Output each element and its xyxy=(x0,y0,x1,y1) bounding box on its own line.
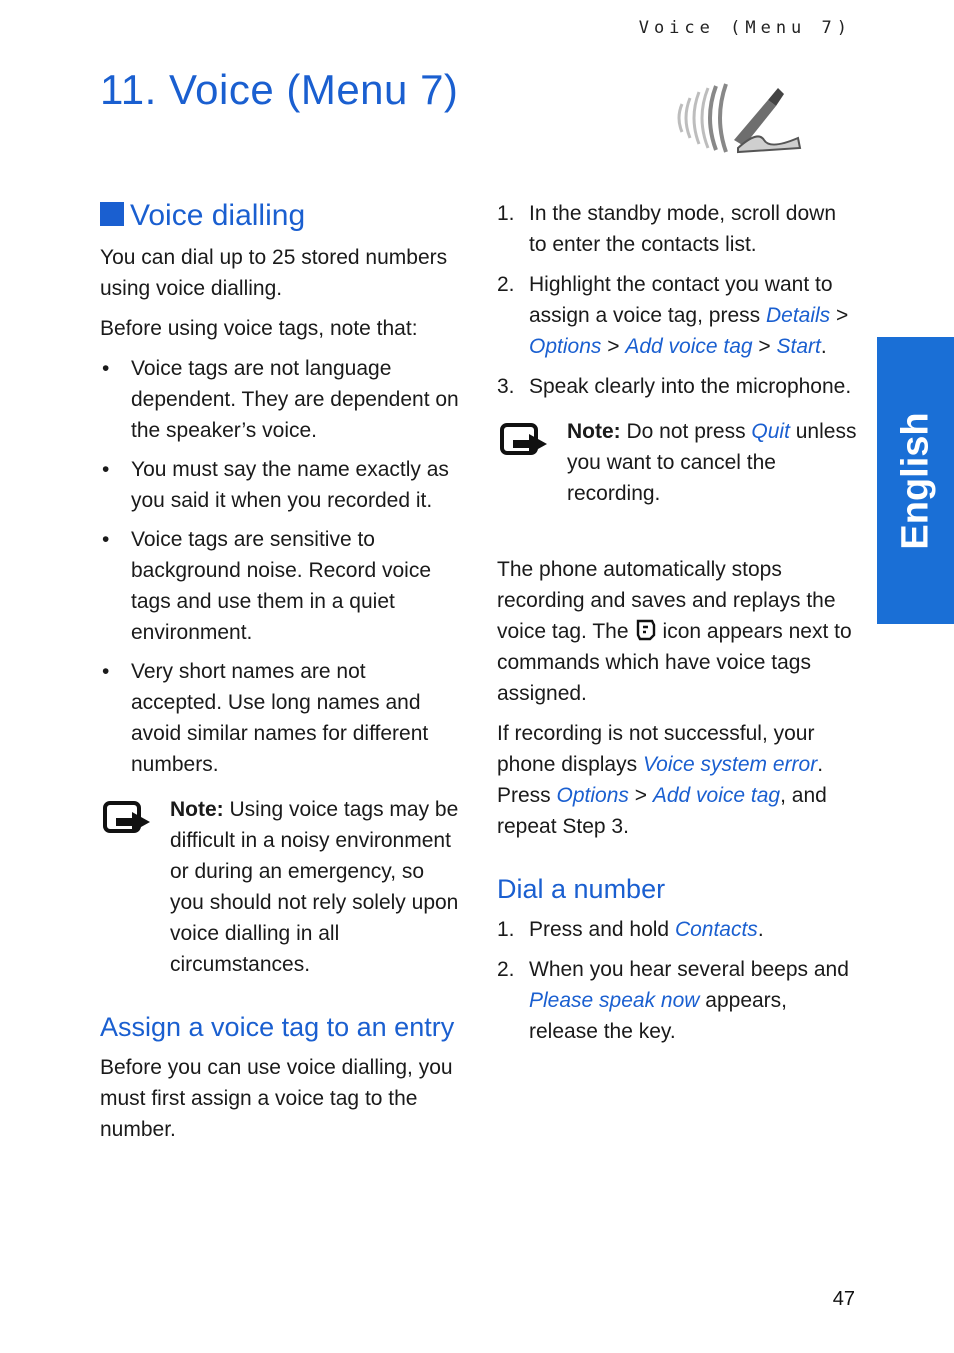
right-column xyxy=(497,198,857,1056)
message-please-speak-now: Please speak now xyxy=(529,989,700,1012)
note-label: Note: xyxy=(567,420,621,443)
left-column xyxy=(100,198,460,1154)
note-quit: Note: Do not press Quit unless you want to cancel the recording. xyxy=(497,416,857,509)
menu-options: Options xyxy=(556,784,629,807)
message-voice-system-error: Voice system error xyxy=(642,753,818,776)
intro-paragraph: You can dial up to 25 stored numbers using voice dialling. xyxy=(100,246,448,300)
menu-details: Details xyxy=(765,304,831,327)
note-hand-icon xyxy=(102,800,154,836)
language-tab-label: English xyxy=(894,411,936,550)
auto-stop-paragraph: The phone automatically stops recording and saves and replays the voice tag. The icon appears next to commands which have voice tags assigned. xyxy=(497,558,852,705)
bullet-icon: • xyxy=(102,458,110,481)
list-item: • Very short names are not accepted. Use long names and avoid similar names for different numbers. xyxy=(100,656,460,780)
note-voice-tags xyxy=(100,794,460,980)
voice-tag-icon xyxy=(633,617,659,643)
bullet-icon: • xyxy=(102,357,110,380)
dial-steps xyxy=(497,914,857,1047)
assign-steps xyxy=(497,198,857,402)
list-item: 3. Speak clearly into the microphone. xyxy=(497,375,852,398)
softkey-quit: Quit xyxy=(751,420,790,443)
list-item: • You must say the name exactly as you said it when you recorded it. xyxy=(100,454,460,516)
list-item: • Voice tags are not language dependent. They are dependent on the speaker’s voice. xyxy=(100,353,460,446)
section-heading-dial: Dial a number xyxy=(497,874,666,904)
voice-waves-handwriting-icon xyxy=(672,78,804,158)
failure-paragraph: If recording is not successful, your phone displays Voice system error. Press Options > Add voice tag, and repeat Step 3. xyxy=(497,722,827,838)
running-head: Voice (Menu 7) xyxy=(638,18,852,38)
assign-paragraph: Before you can use voice dialling, you must first assign a voice tag to the number. xyxy=(100,1056,453,1141)
section-heading-voice-dialling: Voice dialling xyxy=(100,198,460,234)
language-tab xyxy=(877,337,954,624)
note-text: Using voice tags may be difficult in a noisy environment or during an emergency, so you should not rely solely upon voice dialling in all circumstances. xyxy=(170,798,459,976)
menu-options: Options xyxy=(529,335,602,358)
list-item: 1. Press and hold Contacts. xyxy=(497,918,764,941)
section-heading-assign: Assign a voice tag to an entry xyxy=(100,1012,455,1042)
menu-add-voice-tag: Add voice tag xyxy=(652,784,781,807)
before-paragraph: Before using voice tags, note that: xyxy=(100,317,418,340)
list-item: 1. In the standby mode, scroll down to enter the contacts list. xyxy=(497,202,837,256)
heading-square-icon xyxy=(100,202,124,226)
note-label: Note: xyxy=(170,798,224,821)
menu-add-voice-tag: Add voice tag xyxy=(625,335,753,358)
menu-start: Start xyxy=(776,335,821,358)
note-hand-icon xyxy=(499,422,551,458)
list-item: 2. When you hear several beeps and Please speak now appears, release the key. xyxy=(497,958,849,1043)
list-item: • Voice tags are sensitive to background noise. Record voice tags and use them in a quiet environment. xyxy=(100,524,460,648)
notes-list xyxy=(100,353,460,780)
bullet-icon: • xyxy=(102,660,110,683)
softkey-contacts: Contacts xyxy=(674,918,758,941)
chapter-title: 11. Voice (Menu 7) xyxy=(100,66,459,113)
list-item: 2. Highlight the contact you want to assign a voice tag, press Details > Options > Add voice tag > Start. xyxy=(497,273,849,358)
page-number: 47 xyxy=(832,1288,855,1310)
bullet-icon: • xyxy=(102,528,110,551)
